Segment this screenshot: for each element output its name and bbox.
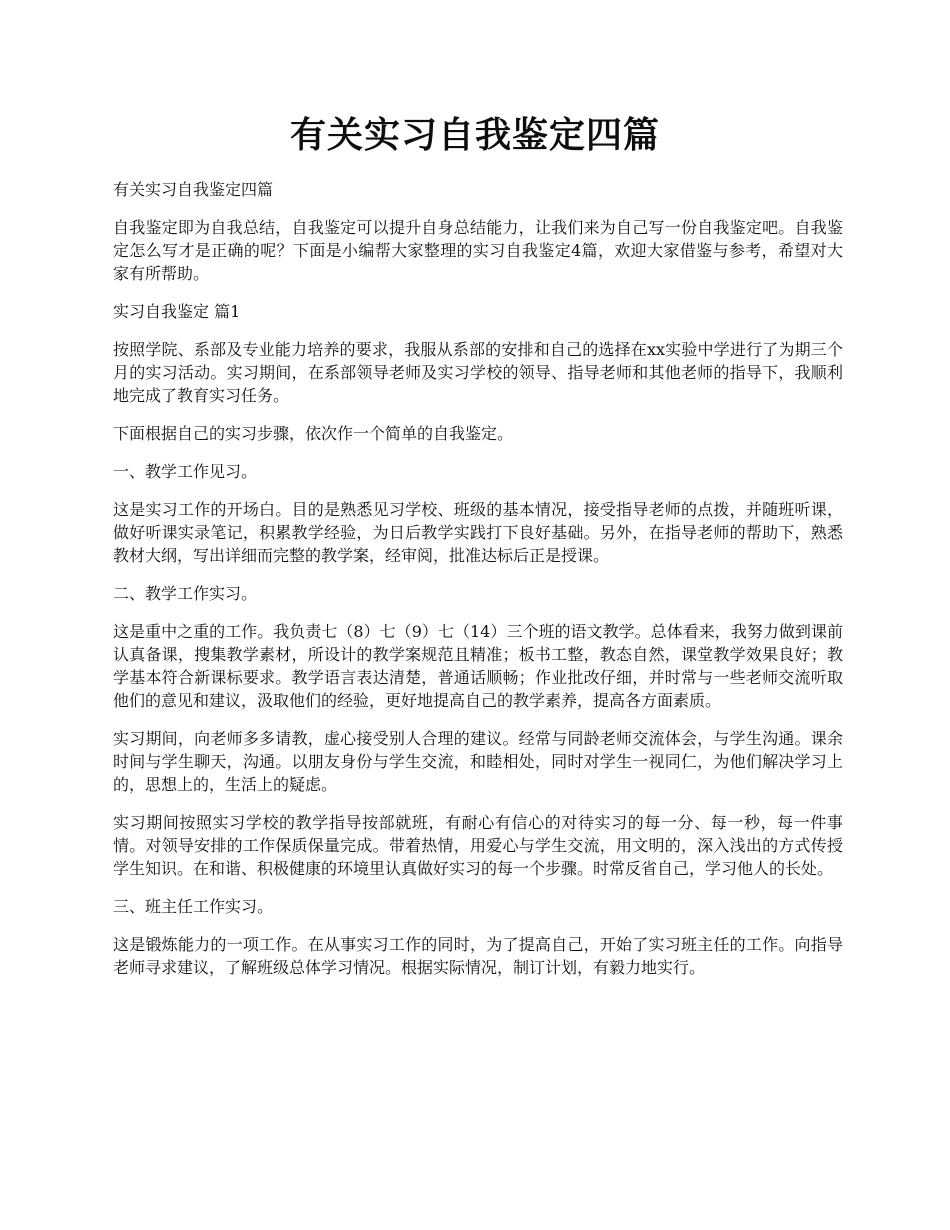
subtitle-paragraph: 有关实习自我鉴定四篇 xyxy=(113,180,274,199)
section-heading: 实习自我鉴定 篇1 xyxy=(113,302,241,321)
body-paragraph: 这是锻炼能力的一项工作。在从事实习工作的同时，为了提高自己，开始了实习班主任的工作。向指导老师寻求建议，了解班级总体学习情况。根据实际情况，制订计划，有毅力地实行。 xyxy=(113,935,843,977)
subsection-heading: 一、教学工作见习。 xyxy=(113,462,258,481)
subsection-heading: 二、教学工作实习。 xyxy=(113,584,258,603)
body-paragraph: 这是实习工作的开场白。目的是熟悉见习学校、班级的基本情况，接受指导老师的点拨，并随班听课，做好听课实录笔记，积累教学经验，为日后教学实践打下良好基础。另外，在指导老师的帮助下，熟悉教材大纲，写出详细而完整的教学案，经审阅，批准达标后正是授课。 xyxy=(113,500,843,565)
document-body xyxy=(113,178,843,994)
document-title: 有关实习自我鉴定四篇 xyxy=(289,115,660,156)
intro-paragraph: 自我鉴定即为自我总结，自我鉴定可以提升自身总结能力，让我们来为自己写一份自我鉴定吧。自我鉴定怎么写才是正确的呢？下面是小编帮大家整理的实习自我鉴定4篇，欢迎大家借鉴与参考，希望对大家有所帮助。 xyxy=(113,218,843,283)
body-paragraph: 实习期间，向老师多多请教，虚心接受别人合理的建议。经常与同龄老师交流体会，与学生沟通。课余时间与学生聊天，沟通。以朋友身份与学生交流，和睦相处，同时对学生一视同仁，为他们解决学习上的，思想上的，生活上的疑虑。 xyxy=(113,729,843,794)
body-paragraph: 按照学院、系部及专业能力培养的要求，我服从系部的安排和自己的选择在xx实验中学进行了为期三个月的实习活动。实习期间，在系部领导老师及实习学校的领导、指导老师和其他老师的指导下，我顺利地完成了教育实习任务。 xyxy=(113,340,843,405)
body-paragraph: 下面根据自己的实习步骤，依次作一个简单的自我鉴定。 xyxy=(113,424,514,443)
subsection-heading: 三、班主任工作实习。 xyxy=(113,897,274,916)
body-paragraph: 实习期间按照实习学校的教学指导按部就班，有耐心有信心的对待实习的每一分、每一秒，每一件事情。对领导安排的工作保质保量完成。带着热情，用爱心与学生交流，用文明的，深入浅出的方式传授学生知识。在和谐、积极健康的环境里认真做好实习的每一个步骤。时常反省自己，学习他人的长处。 xyxy=(113,813,843,878)
body-paragraph: 这是重中之重的工作。我负责七（8）七（9）七（14）三个班的语文教学。总体看来，我努力做到课前认真备课，搜集教学素材，所设计的教学案规范且精准；板书工整，教态自然，课堂教学效果良好；教学基本符合新课标要求。教学语言表达清楚，普通话顺畅；作业批改仔细，并时常与一些老师交流听取他们的意见和建议，汲取他们的经验，更好地提高自己的教学素养，提高各方面素质。 xyxy=(113,622,843,710)
